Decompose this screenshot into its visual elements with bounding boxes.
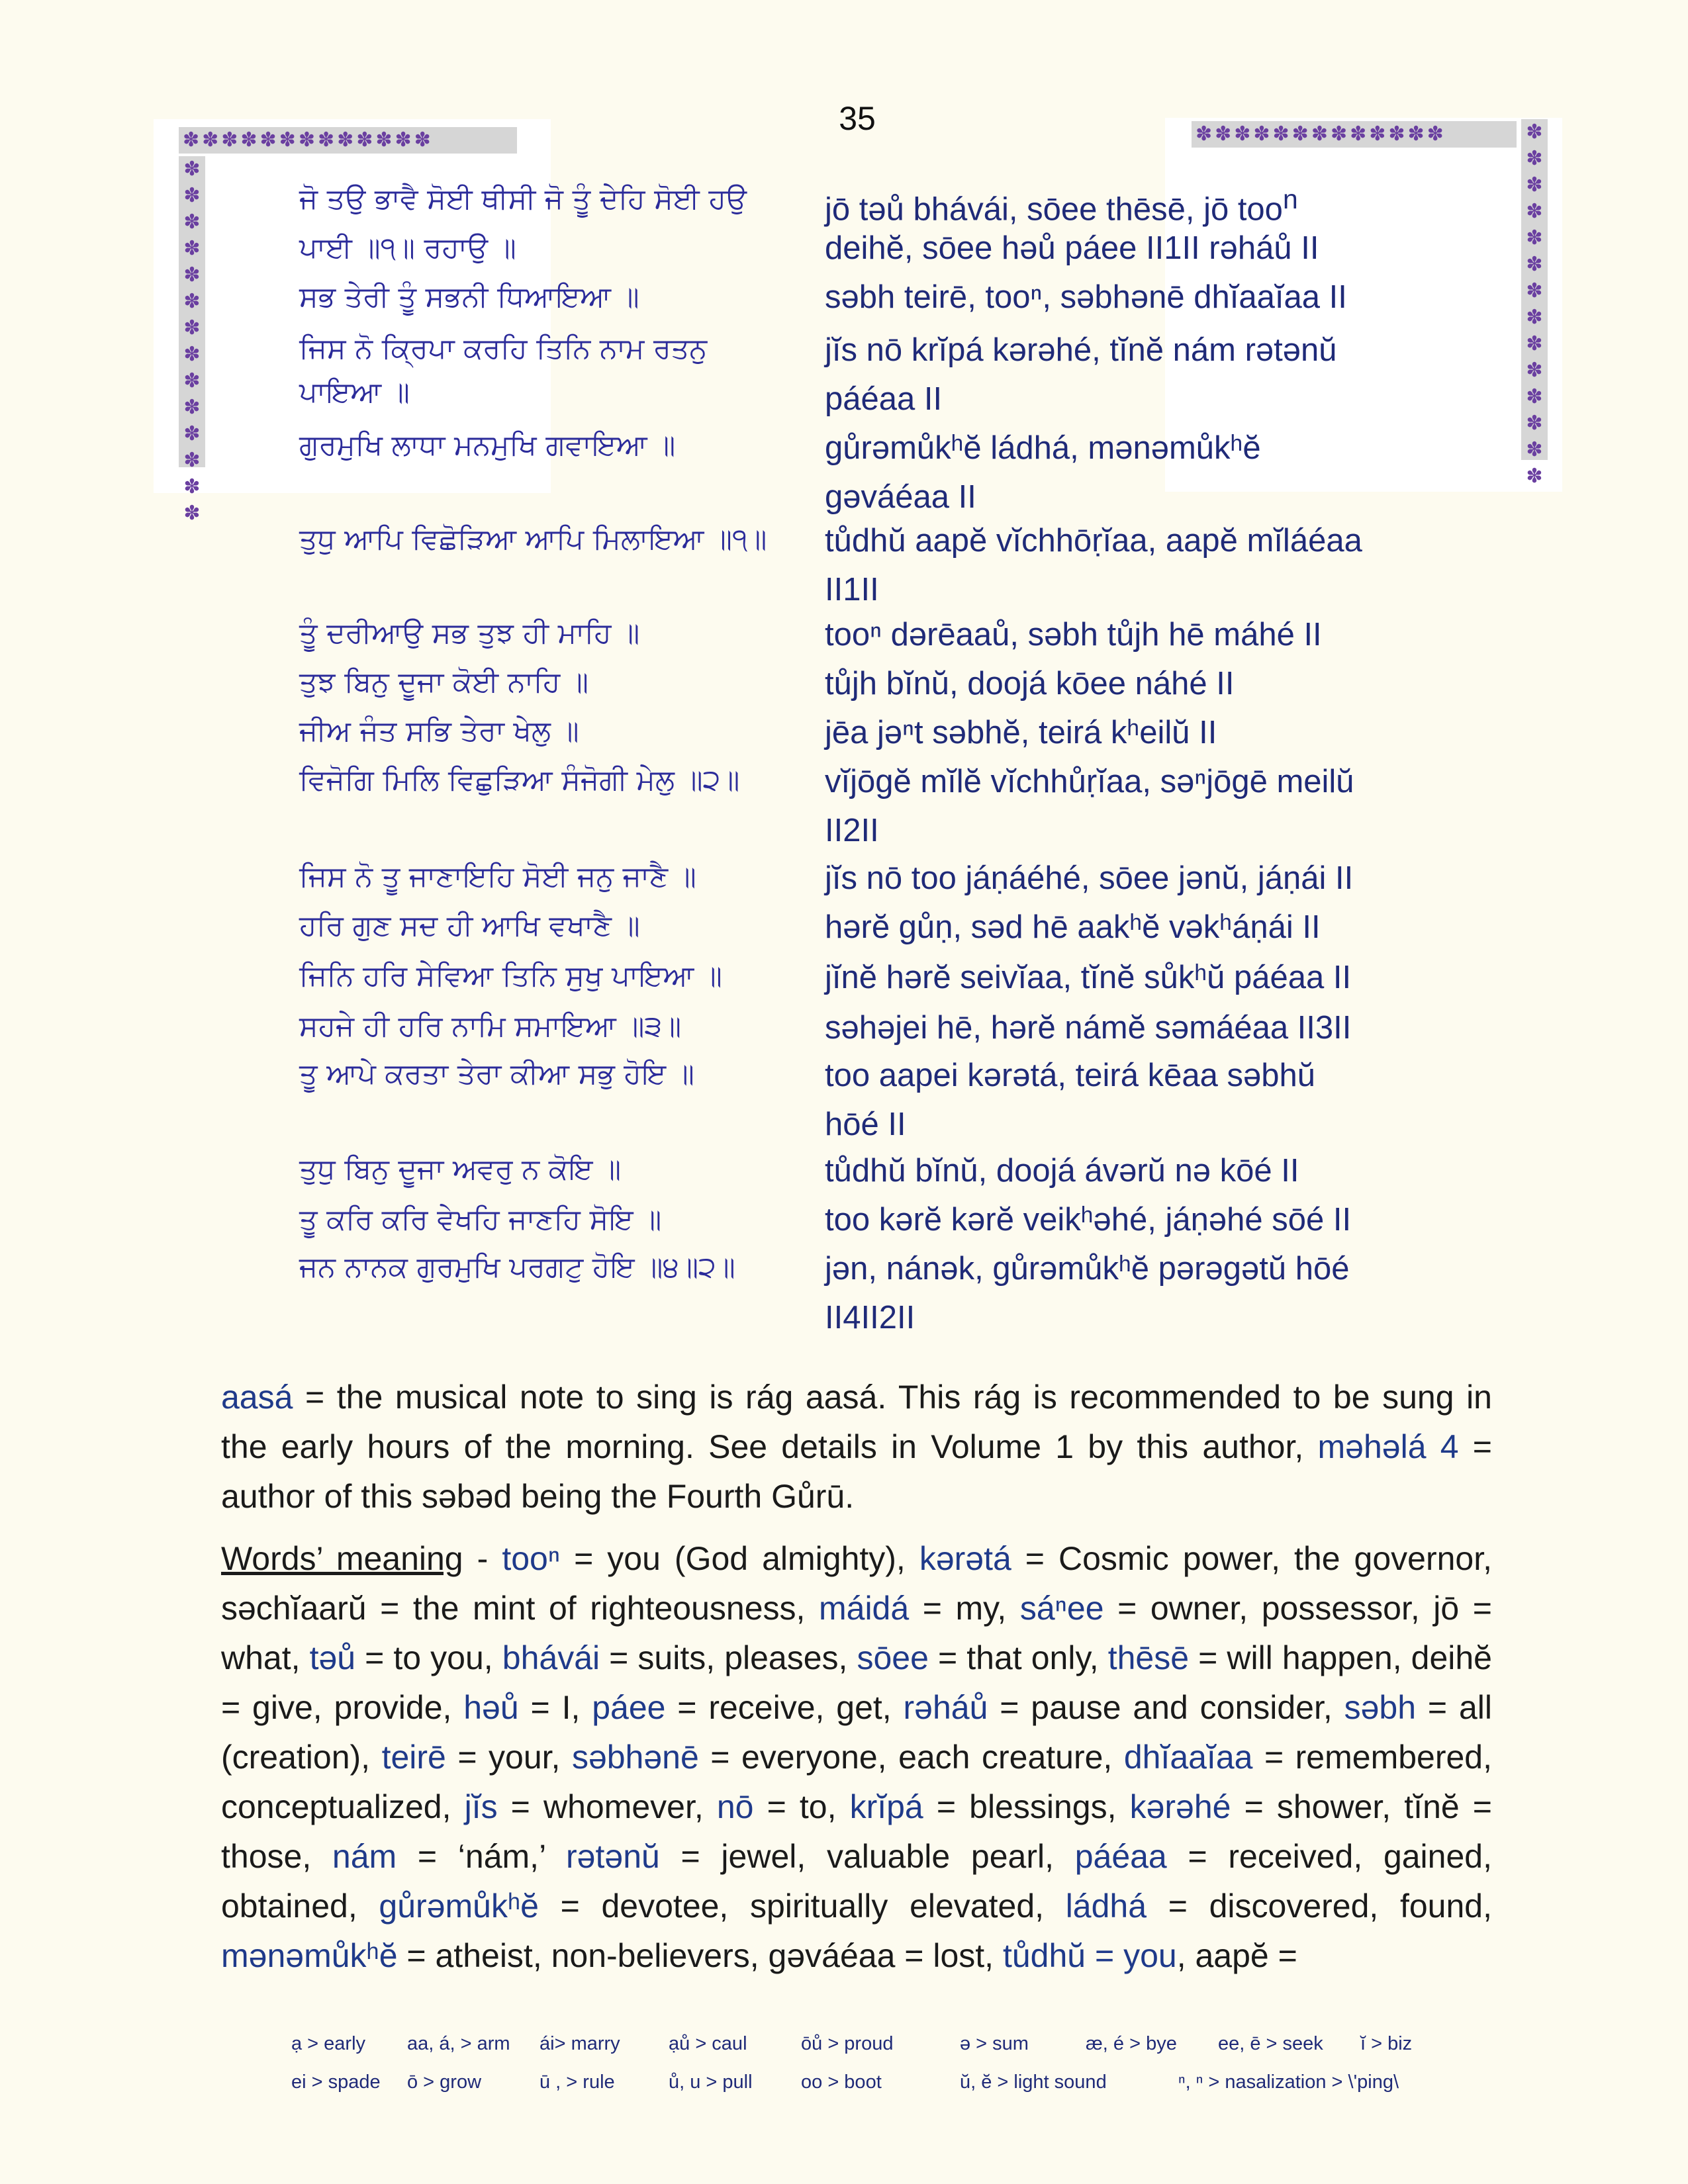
glossary-term: nám — [332, 1838, 397, 1875]
glossary-definition: = you (God almighty), — [560, 1540, 919, 1577]
translit-line-10: jēa jəⁿt səbhĕ, teirá kʰeilŭ II — [825, 715, 1217, 751]
legend-item: ə > sum — [960, 2033, 1029, 2054]
gurmukhi-line-4: ਜਿਸ ਨੋ ਕ੍ਰਿਪਾ ਕਰਹਿ ਤਿਨਿ ਨਾਮ ਰਤਨੁ — [299, 332, 708, 365]
glossary-definition: = I, — [518, 1689, 592, 1726]
gurmukhi-line-11: ਵਿਜੋਗਿ ਮਿਲਿ ਵਿਛੁੜਿਆ ਸੰਜੋਗੀ ਮੇਲੁ ॥੨॥ — [299, 764, 740, 797]
star-border-right: ✽✽✽✽✽✽✽✽✽✽✽✽✽✽ — [1521, 119, 1548, 460]
glossary-definition: = devotee, spiritually elevated, — [538, 1888, 1066, 1925]
legend-row-1 — [291, 2033, 1456, 2060]
translit-line-19: jən, nánək, gůrəmůkʰĕ pərəgətŭ hōé II4II2II — [825, 1251, 1350, 1336]
glossary-term: ládhá — [1065, 1888, 1147, 1925]
gurmukhi-line-17: ਤੁਧੁ ਬਿਨੁ ਦੂਜਾ ਅਵਰੁ ਨ ਕੋਇ ॥ — [299, 1153, 622, 1186]
translit-line-16: too aapei kərətá, teirá kēaa səbhŭ hōé II — [825, 1058, 1315, 1142]
glossary-term: tůdhŭ = you — [1002, 1937, 1177, 1974]
gurmukhi-line-5: ਪਾਇਆ ॥ — [299, 376, 410, 409]
intro-text-2: = author of this səbəd being the Fourth Gůrū. — [221, 1428, 1492, 1515]
glossary-definition: = receive, get, — [665, 1689, 904, 1726]
glossary-term: teirē — [381, 1739, 446, 1776]
glossary-definition: = suits, pleases, — [600, 1639, 857, 1676]
glossary-term: tooⁿ — [502, 1540, 561, 1577]
legend-item: ū , > rule — [539, 2071, 615, 2093]
legend-item: æ, é > bye — [1086, 2033, 1177, 2054]
legend-item: ạ > early — [291, 2033, 366, 2054]
translit-line-11: vĭjōgĕ mĭlĕ vĭchhůṛĭaa, səⁿjōgē meilŭ II2II — [825, 764, 1354, 848]
glossary-term: rəháů — [903, 1689, 988, 1726]
glossary-term: kərətá — [919, 1540, 1011, 1577]
legend-item: ee, ē > seek — [1218, 2033, 1323, 2054]
glossary-term: gůrəmůkʰĕ — [379, 1888, 539, 1925]
translit-line-4: jĭs nō krĭpá kərəhé, tĭnĕ nám rətənŭ — [825, 332, 1337, 368]
gurmukhi-line-3: ਸਭ ਤੇਰੀ ਤੂੰ ਸਭਨੀ ਧਿਆਇਆ ॥ — [299, 281, 639, 314]
translit-line-17: tůdhŭ bĭnŭ, doojá ávərŭ nə kōé II — [825, 1153, 1299, 1189]
glossary-definition: = Cosmic power, the governor, səchĭaarŭ = the mint of righteousness, — [221, 1540, 1493, 1627]
intro-paragraph — [221, 1373, 1492, 1522]
gurmukhi-line-12: ਜਿਸ ਨੋ ਤੂ ਜਾਣਾਇਹਿ ਸੋਈ ਜਨੁ ਜਾਣੈ ॥ — [299, 860, 696, 893]
glossary-definition: = atheist, non-believers, gəváéaa = lost, — [397, 1937, 1003, 1974]
glossary-definition: = discovered, found, — [1147, 1888, 1492, 1925]
glossary-definition: = that only, — [928, 1639, 1108, 1676]
glossary-term: jĭs — [464, 1788, 498, 1825]
gurmukhi-line-6: ਗੁਰਮੁਖਿ ਲਾਧਾ ਮਨਮੁਖਿ ਗਵਾਇਆ ॥ — [299, 429, 676, 462]
translit-line-7: tůdhŭ aapĕ vĭchhōṛĭaa, aapĕ mĭláéaa II1II — [825, 523, 1362, 608]
legend-item: oo > boot — [801, 2071, 882, 2093]
glossary-term: təů — [309, 1639, 356, 1676]
legend-item: ạů > caul — [669, 2033, 747, 2054]
gurmukhi-line-18: ਤੂ ਕਰਿ ਕਰਿ ਵੇਖਹਿ ਜਾਣਹਿ ਸੋਇ ॥ — [299, 1203, 662, 1236]
glossary-definition: = your, — [445, 1739, 572, 1776]
glossary-term: krĭpá — [849, 1788, 923, 1825]
legend-row-2 — [291, 2071, 1456, 2098]
glossary-term: kərəhé — [1129, 1788, 1231, 1825]
gurmukhi-line-8: ਤੂੰ ਦਰੀਆਉ ਸਭ ਤੁਝ ਹੀ ਮਾਹਿ ॥ — [299, 617, 640, 650]
legend-item: ĭ > biz — [1360, 2033, 1413, 2054]
glossary-definition: = to, — [753, 1788, 850, 1825]
glossary-term: səbh — [1344, 1689, 1417, 1726]
legend-item: ⁿ, ⁿ > nasalization > \'ping\ — [1178, 2071, 1399, 2093]
glossary-definition: = shower, tĭnĕ = those, — [221, 1788, 1492, 1875]
translit-line-3: səbh teirē, tooⁿ, səbhənē dhĭaaĭaa II — [825, 279, 1347, 315]
pronunciation-legend — [291, 2033, 1456, 2106]
glossary-definition: = received, gained, obtained, — [221, 1838, 1492, 1925]
glossary-definition: = whomever, — [497, 1788, 717, 1825]
glossary-term: həů — [463, 1689, 519, 1726]
glossary-term: dhĭaaĭaa — [1123, 1739, 1253, 1776]
legend-item: ō > grow — [407, 2071, 482, 2093]
gurmukhi-line-15: ਸਹਜੇ ਹੀ ਹਰਿ ਨਾਮਿ ਸਮਾਇਆ ॥੩॥ — [299, 1010, 682, 1043]
legend-item: ái> marry — [539, 2033, 620, 2054]
star-border-top-right: ✽✽✽✽✽✽✽✽✽✽✽✽✽ — [1192, 121, 1517, 148]
gurmukhi-line-13: ਹਰਿ ਗੁਣ ਸਦ ਹੀ ਆਖਿ ਵਖਾਣੈ ॥ — [299, 909, 640, 942]
glossary-definition: = remembered, conceptualized, — [221, 1739, 1492, 1825]
glossary-term: nō — [716, 1788, 754, 1825]
glossary-definition: = pause and consider, — [988, 1689, 1344, 1726]
glossary-definition: - — [463, 1540, 502, 1577]
page-number: 35 — [839, 100, 876, 137]
gurmukhi-line-7: ਤੁਧੁ ਆਪਿ ਵਿਛੋੜਿਆ ਆਪਿ ਮਿਲਾਇਆ ॥੧॥ — [299, 523, 767, 556]
glossary-definition: = everyone, each creature, — [698, 1739, 1124, 1776]
translit-line-6: gůrəmůkʰĕ ládhá, mənəmůkʰĕ gəváéaa II — [825, 430, 1261, 515]
translit-line-14: jĭnĕ hərĕ seivĭaa, tĭnĕ sůkʰŭ páéaa II — [825, 960, 1352, 995]
glossary-term: bhávái — [502, 1639, 600, 1676]
glossary-term: páéaa — [1074, 1838, 1167, 1875]
translit-line-5: páéaa II — [825, 381, 943, 417]
translit-line-8: tooⁿ dərēaaů, səbh tůjh hē máhé II — [825, 617, 1322, 653]
translit-line-2: deihĕ, sōee həů páee II1II rəháů II — [825, 230, 1319, 266]
gurmukhi-line-16: ਤੂ ਆਪੇ ਕਰਤਾ ਤੇਰਾ ਕੀਆ ਸਭੁ ਹੋਇ ॥ — [299, 1058, 694, 1091]
intro-text-1: = the musical note to sing is rág aasá. This rág is recommended to be sung in the early hours of the morning. See details in Volume 1 by this author, — [221, 1379, 1492, 1465]
words-meaning-heading: Words’ meaning — [221, 1540, 463, 1577]
gurmukhi-line-2: ਪਾਈ ॥੧॥ ਰਹਾਉ ॥ — [299, 232, 516, 265]
translit-line-12: jĭs nō too jáṇáéhé, sōee jənŭ, jáṇái II — [825, 860, 1354, 896]
gurmukhi-line-9: ਤੁਝ ਬਿਨੁ ਦੂਜਾ ਕੋਈ ਨਾਹਿ ॥ — [299, 666, 588, 699]
glossary-term: sōee — [857, 1639, 929, 1676]
glossary-definition: = will happen, deihĕ = give, provide, — [221, 1639, 1492, 1726]
translit-line-1: jō təů bhávái, sōee thēsē, jō too$^n$ — [825, 184, 1298, 228]
glossary-definition: , aapĕ = — [1176, 1937, 1297, 1974]
glossary-definition: = jewel, valuable pearl, — [659, 1838, 1075, 1875]
glossary-definition: = ‘nám,’ — [397, 1838, 567, 1875]
glossary-term: mənəmůkʰĕ — [221, 1937, 398, 1974]
glossary-term: sáⁿee — [1019, 1590, 1104, 1627]
gurmukhi-line-10: ਜੀਅ ਜੰਤ ਸਭਿ ਤੇਰਾ ਖੇਲੁ ॥ — [299, 715, 579, 748]
term-mahala: məhəlá 4 — [1317, 1428, 1459, 1465]
legend-item: ŭ, ĕ > light sound — [960, 2071, 1107, 2093]
star-border-top-left: ✽✽✽✽✽✽✽✽✽✽✽✽✽ — [179, 127, 517, 154]
glossary-term: páee — [592, 1689, 666, 1726]
star-border-left: ✽✽✽✽✽✽✽✽✽✽✽✽✽✽ — [179, 156, 205, 467]
legend-item: ei > spade — [291, 2071, 381, 2093]
glossary-definition: = owner, possessor, jō = what, — [221, 1590, 1492, 1676]
glossary-definition: = my, — [909, 1590, 1020, 1627]
glossary-definition: = all (creation), — [221, 1689, 1492, 1776]
glossary-definition: = to you, — [355, 1639, 502, 1676]
glossary-term: thēsē — [1107, 1639, 1190, 1676]
translit-line-13: hərĕ gůṇ, səd hē aakʰĕ vəkʰáṇái II — [825, 909, 1321, 945]
legend-item: ů, u > pull — [669, 2071, 753, 2093]
glossary-term: səbhənē — [571, 1739, 699, 1776]
translit-line-15: səhəjei hē, hərĕ námĕ səmáéaa II3II — [825, 1010, 1352, 1046]
translit-line-18: too kərĕ kərĕ veikʰəhé, jáṇəhé sōé II — [825, 1202, 1352, 1238]
glossary-term: rətənŭ — [566, 1838, 660, 1875]
legend-item: aa, á, > arm — [407, 2033, 510, 2054]
translit-line-9: tůjh bĭnŭ, doojá kōee náhé II — [825, 666, 1235, 702]
gurmukhi-line-14: ਜਿਨਿ ਹਰਿ ਸੇਵਿਆ ਤਿਨਿ ਸੁਖੁ ਪਾਇਆ ॥ — [299, 960, 722, 993]
gurmukhi-line-19: ਜਨ ਨਾਨਕ ਗੁਰਮੁਖਿ ਪਰਗਟੁ ਹੋਇ ॥੪॥੨॥ — [299, 1251, 735, 1284]
words-meaning-paragraph — [221, 1534, 1492, 1981]
term-aasa: aasá — [221, 1379, 293, 1416]
glossary-term: máidá — [818, 1590, 910, 1627]
legend-item: ōů > proud — [801, 2033, 894, 2054]
gurmukhi-line-1: ਜੋ ਤਉ ਭਾਵੈ ਸੋਈ ਥੀਸੀ ਜੋ ਤੂੰ ਦੇਹਿ ਸੋਈ ਹਉ — [299, 183, 747, 216]
glossary-definition: = blessings, — [923, 1788, 1130, 1825]
